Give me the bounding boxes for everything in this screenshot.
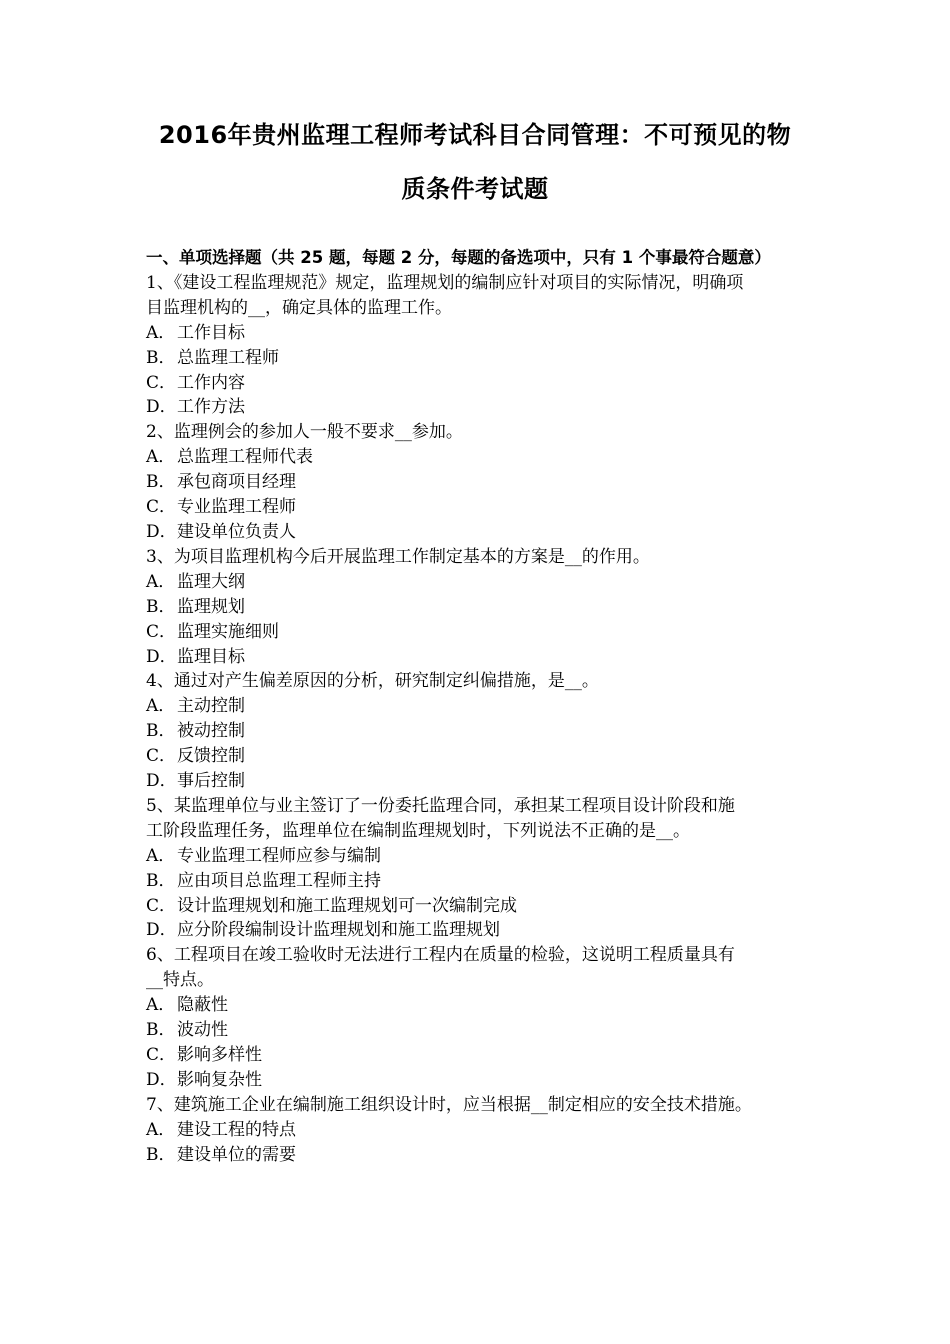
option-letter: B． (146, 721, 176, 742)
option-text: 应分阶段编制设计监理规划和施工监理规划 (177, 920, 500, 941)
question-text-line: 5、某监理单位与业主签订了一份委托监理合同，承担某工程项目设计阶段和施 (146, 795, 735, 816)
answer-option (146, 1068, 814, 1093)
document-title (120, 108, 830, 216)
answer-option (146, 1018, 814, 1043)
option-letter: C． (146, 621, 177, 642)
option-letter: B． (146, 870, 176, 891)
question-text-line: 工阶段监理任务，监理单位在编制监理规划时，下列说法不正确的是__。 (146, 820, 690, 841)
title-line-1: 2016年贵州监理工程师考试科目合同管理：不可预见的物 (158, 121, 792, 149)
option-text: 被动控制 (177, 721, 245, 742)
question-text-line: 目监理机构的__，确定具体的监理工作。 (146, 297, 452, 318)
option-letter: A． (146, 322, 176, 343)
option-text: 承包商项目经理 (177, 472, 296, 493)
question-text-line: 1、《建设工程监理规范》规定，监理规划的编制应针对项目的实际情况，明确项 (146, 272, 744, 293)
question-text-line: 4、通过对产生偏差原因的分析，研究制定纠偏措施，是__。 (146, 671, 599, 692)
option-letter: D． (146, 521, 177, 542)
answer-option (146, 470, 814, 495)
answer-option (146, 1118, 814, 1143)
answer-option (146, 570, 814, 595)
option-text: 波动性 (177, 1020, 228, 1041)
answer-option (146, 993, 814, 1018)
option-letter: A． (146, 1119, 176, 1140)
option-text: 总监理工程师代表 (177, 447, 313, 468)
answer-option (146, 1043, 814, 1068)
option-letter: C． (146, 372, 177, 393)
option-text: 监理实施细则 (177, 621, 279, 642)
question-item (146, 420, 814, 545)
option-letter: D． (146, 397, 177, 418)
option-letter: C． (146, 497, 177, 518)
section-heading: 一、单项选择题（共 25 题，每题 2 分，每题的备选项中，只有 1 个事最符合题意） (146, 248, 771, 267)
option-text: 主动控制 (177, 696, 245, 717)
question-text-line: 6、工程项目在竣工验收时无法进行工程内在质量的检验，这说明工程质量具有 (146, 945, 735, 966)
option-letter: B． (146, 472, 176, 493)
question-item (146, 669, 814, 794)
answer-option (146, 445, 814, 470)
answer-option (146, 495, 814, 520)
option-letter: D． (146, 920, 177, 941)
option-text: 设计监理规划和施工监理规划可一次编制完成 (177, 895, 517, 916)
option-text: 事后控制 (177, 771, 245, 792)
answer-option (146, 844, 814, 869)
option-text: 应由项目总监理工程师主持 (177, 870, 381, 891)
option-letter: C． (146, 746, 177, 767)
option-letter: D． (146, 1069, 177, 1090)
option-text: 工作方法 (177, 397, 245, 418)
question-item (146, 943, 814, 1092)
option-text: 影响复杂性 (177, 1069, 262, 1090)
option-text: 建设单位的需要 (177, 1144, 296, 1165)
option-text: 专业监理工程师 (177, 497, 296, 518)
answer-option (146, 894, 814, 919)
answer-option (146, 694, 814, 719)
question-item (146, 545, 814, 670)
option-letter: B． (146, 347, 176, 368)
question-text-line: 2、监理例会的参加人一般不要求__参加。 (146, 422, 463, 443)
answer-option (146, 645, 814, 670)
option-letter: A． (146, 845, 176, 866)
option-text: 工作内容 (177, 372, 245, 393)
question-item (146, 794, 814, 943)
option-text: 建设单位负责人 (177, 521, 296, 542)
question-item (146, 1093, 814, 1168)
option-letter: B． (146, 596, 176, 617)
question-item (146, 271, 814, 420)
answer-option (146, 346, 814, 371)
option-text: 监理大纲 (177, 571, 245, 592)
option-letter: B． (146, 1144, 176, 1165)
answer-option (146, 918, 814, 943)
answer-option (146, 719, 814, 744)
option-text: 专业监理工程师应参与编制 (177, 845, 381, 866)
option-text: 总监理工程师 (177, 347, 279, 368)
title-line-2: 质条件考试题 (401, 175, 549, 203)
answer-option (146, 869, 814, 894)
option-text: 监理目标 (177, 646, 245, 667)
answer-option (146, 371, 814, 396)
question-list (146, 271, 814, 1168)
option-letter: A． (146, 571, 176, 592)
question-text-line: 7、建筑施工企业在编制施工组织设计时，应当根据__制定相应的安全技术措施。 (146, 1094, 752, 1115)
option-letter: D． (146, 646, 177, 667)
option-text: 建设工程的特点 (177, 1119, 296, 1140)
option-letter: D． (146, 771, 177, 792)
question-text-line: __特点。 (146, 970, 214, 991)
option-letter: C． (146, 1045, 177, 1065)
option-text: 工作目标 (177, 322, 245, 343)
option-text: 监理规划 (177, 596, 245, 617)
answer-option (146, 1143, 814, 1168)
option-letter: A． (146, 995, 176, 1016)
option-letter: A． (146, 447, 176, 468)
answer-option (146, 395, 814, 420)
option-letter: A． (146, 696, 176, 717)
option-text: 影响多样性 (177, 1045, 262, 1065)
option-letter: B． (146, 1020, 176, 1041)
answer-option (146, 595, 814, 620)
answer-option (146, 520, 814, 545)
question-text-line: 3、为项目监理机构今后开展监理工作制定基本的方案是__的作用。 (146, 546, 650, 567)
option-letter: C． (146, 895, 177, 916)
answer-option (146, 620, 814, 645)
option-text: 反馈控制 (177, 746, 245, 767)
answer-option (146, 744, 814, 769)
option-text: 隐蔽性 (177, 995, 228, 1016)
answer-option (146, 321, 814, 346)
document-body (146, 246, 814, 1168)
answer-option (146, 769, 814, 794)
